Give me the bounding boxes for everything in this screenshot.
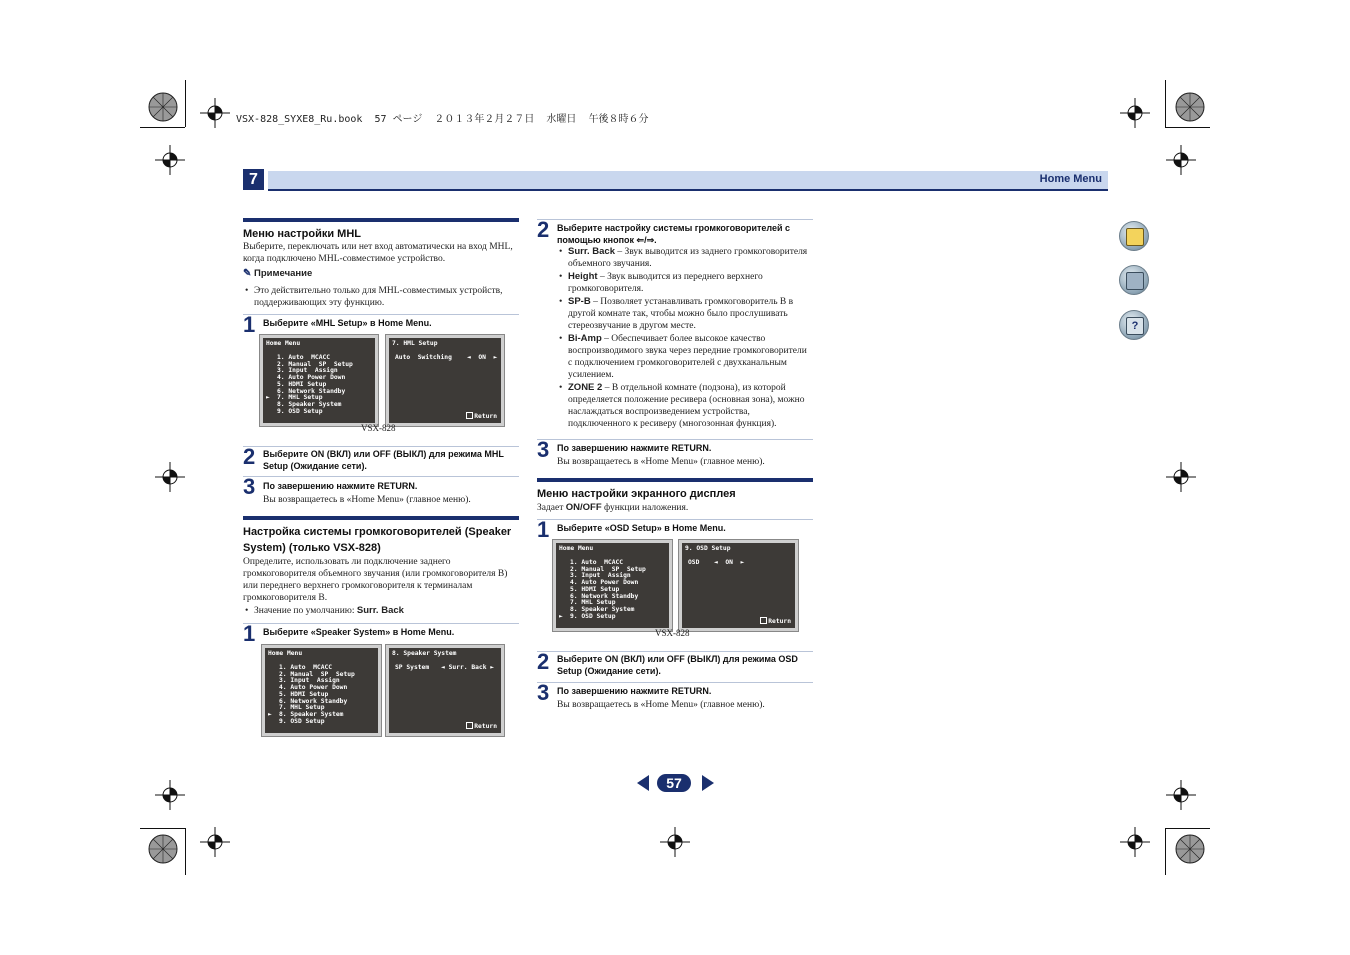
menu-item: 7. MHL Setup [570, 599, 616, 607]
step-number: 1 [537, 517, 550, 542]
note-item: • Это действительно только для MHL-совместимых устройств, поддерживающих эту функцию. [243, 285, 519, 309]
cursor-icon: ► [266, 394, 270, 402]
setting-label: OSD [688, 559, 700, 566]
receiver-icon[interactable] [1119, 265, 1149, 295]
crop-target-icon [1170, 87, 1210, 127]
menu-item: 1. Auto MCACC [570, 559, 624, 566]
crosshair-icon [1166, 780, 1196, 810]
crop-target-icon [143, 829, 183, 869]
menu-item: 8. Speaker System [277, 400, 342, 408]
option-item: • Surr. Back – Звук выводится из заднего громкоговорителя объемного звучания. [557, 246, 813, 270]
step-text: По завершению нажмите RETURN. [557, 443, 712, 453]
step-text: Выберите «Speaker System» в Home Menu. [263, 627, 455, 637]
default-list [243, 605, 519, 618]
note-heading [243, 268, 312, 279]
speaker-options-list [557, 246, 813, 431]
step-number: 3 [243, 474, 256, 499]
step-text: По завершению нажмите RETURN. [557, 686, 712, 696]
menu-item: 7. MHL Setup [279, 704, 325, 712]
step-number: 1 [243, 312, 256, 337]
crosshair-icon [200, 98, 230, 128]
mhl-intro: Выберите, переключать или нет вход автоматически на вход MHL, когда подключено MHL-совместимое устройство. [243, 242, 513, 264]
menu-item: 9. OSD Setup [277, 407, 323, 415]
step-number: 3 [537, 680, 550, 705]
page-number: 57 [657, 774, 691, 792]
crosshair-icon [1120, 98, 1150, 128]
step-text: По завершению нажмите RETURN. [263, 481, 418, 491]
menu-item: 1. Auto MCACC [279, 664, 333, 671]
crosshair-icon [155, 462, 185, 492]
screen-title: Home Menu [559, 545, 594, 552]
cursor-icon: ► [268, 710, 272, 718]
section-heading-osd: Меню настройки экранного дисплея [537, 478, 813, 502]
menu-item: 5. HDMI Setup [279, 690, 329, 698]
screen-title: Home Menu [268, 650, 303, 657]
book-icon[interactable] [1119, 221, 1149, 251]
crosshair-icon [1166, 145, 1196, 175]
header-title: Home Menu [1039, 173, 1102, 185]
setting-label: SP System [395, 664, 430, 671]
setting-label: Auto Switching [395, 354, 452, 361]
menu-item: 8. Speaker System [570, 605, 635, 613]
menu-item: 5. HDMI Setup [277, 380, 327, 388]
osd-screen-setting [386, 645, 504, 736]
menu-item: 6. Network Standby [570, 592, 639, 600]
return-hint: Return [466, 412, 497, 421]
menu-item: 7. MHL Setup [277, 394, 323, 402]
step-number: 2 [537, 217, 550, 242]
osd-screen-setting [386, 335, 504, 426]
menu-item: 4. Auto Power Down [279, 684, 348, 692]
print-header: VSX-828_SYXE8_Ru.book 57 ページ ２０１３年２月２７日 水曜日 午後８時６分 [236, 114, 649, 125]
option-item: • SP-B – Позволяет устанавливать громкоговоритель B в другой комнате так, чтобы можно было прослушивать стереозвучание в другом месте. [557, 296, 813, 332]
menu-item: 2. Manual SP Setup [570, 565, 646, 573]
menu-item: 9. OSD Setup [279, 717, 325, 725]
cursor-icon: ► [559, 612, 563, 620]
step-text: Выберите ON (ВКЛ) или OFF (ВЫКЛ) для режима MHL Setup (Ожидание сети). [263, 449, 504, 471]
menu-item: 9. OSD Setup [570, 612, 616, 620]
crop-target-icon [1170, 829, 1210, 869]
help-icon[interactable]: ? [1119, 310, 1149, 340]
prev-page-icon[interactable] [637, 775, 649, 791]
menu-item: 6. Network Standby [277, 387, 346, 395]
figure-caption: VSX-828 [655, 628, 690, 638]
crosshair-icon [1166, 462, 1196, 492]
menu-item: 6. Network Standby [279, 697, 348, 705]
step-subtext: Вы возвращаетесь в «Home Menu» (главное меню). [557, 700, 765, 710]
step-text: Выберите настройку системы громкоговорителей с помощью кнопок ⇐/⇒. [557, 223, 791, 245]
step-text: Выберите «OSD Setup» в Home Menu. [557, 523, 726, 533]
header-bar [268, 171, 1108, 191]
osd-screen-home-menu [553, 540, 672, 631]
screen-title: Home Menu [266, 340, 301, 347]
menu-item: 4. Auto Power Down [570, 579, 639, 587]
step-subtext: Вы возвращаетесь в «Home Menu» (главное меню). [263, 495, 471, 505]
osd-intro: Задает ON/OFF функции наложения. [537, 502, 689, 513]
crosshair-icon [155, 780, 185, 810]
screen-title: 8. Speaker System [392, 650, 457, 657]
step-text: Выберите «MHL Setup» в Home Menu. [263, 318, 432, 328]
crosshair-icon [1120, 827, 1150, 857]
speaker-intro: Определите, использовать ли подключение заднего громкоговорителя объемного звучания (или громкоговорителя B) или переднего верхнего громкоговорителя к терминалам громкоговорителя B. [243, 557, 508, 603]
step-number: 3 [537, 437, 550, 462]
menu-item: 5. HDMI Setup [570, 585, 620, 593]
menu-item: 2. Manual SP Setup [279, 670, 355, 678]
default-item: • Значение по умолчанию: Surr. Back [243, 605, 519, 617]
step-number: 1 [243, 621, 256, 646]
setting-value: ◄ Surr. Back ► [441, 664, 495, 671]
section-heading-mhl: Меню настройки MHL [243, 218, 519, 242]
step-subtext: Вы возвращаетесь в «Home Menu» (главное меню). [557, 457, 765, 467]
setting-value: ◄ ON ► [467, 354, 498, 361]
note-label: Примечание [254, 268, 313, 279]
step-number: 2 [537, 649, 550, 674]
crosshair-icon [200, 827, 230, 857]
pencil-icon: ✎ [243, 268, 252, 279]
step-number: 2 [243, 444, 256, 469]
return-hint: Return [466, 722, 497, 731]
crosshair-icon [660, 827, 690, 857]
menu-item: 1. Auto MCACC [277, 354, 331, 361]
screen-title: 7. HML Setup [392, 340, 438, 347]
option-item: • Bi-Amp – Обеспечивает более высокое качество воспроизводимого звука через передние громкоговорители с подключением громкоговорителей с двухканальным усилением. [557, 333, 813, 381]
screen-title: 9. OSD Setup [685, 545, 731, 552]
figure-caption: VSX-828 [361, 423, 396, 433]
note-list [243, 285, 519, 310]
option-item: • Height – Звук выводится из переднего верхнего громкоговорителя. [557, 271, 813, 295]
step-text: Выберите ON (ВКЛ) или OFF (ВЫКЛ) для режима OSD Setup (Ожидание сети). [557, 654, 798, 676]
next-page-icon[interactable] [702, 775, 714, 791]
option-item: • ZONE 2 – В отдельной комнате (подзона), из которой определяется положение ресивера (основная зона), можно наслаждаться воспроизведением устройства, подключенного к ресиверу (многозонная функция). [557, 382, 813, 430]
crosshair-icon [155, 145, 185, 175]
crop-target-icon [143, 87, 183, 127]
setting-value: ◄ ON ► [714, 559, 745, 566]
osd-screen-setting [679, 540, 798, 631]
section-heading-speaker: Настройка системы громкоговорителей (Speaker System) (только VSX-828) [243, 516, 519, 556]
return-hint: Return [760, 617, 791, 626]
menu-item: 4. Auto Power Down [277, 374, 346, 382]
menu-item: 2. Manual SP Setup [277, 360, 353, 368]
menu-item: 3. Input Assign [277, 367, 338, 375]
menu-item: 8. Speaker System [279, 710, 344, 718]
menu-item: 3. Input Assign [279, 677, 340, 685]
osd-screen-home-menu [262, 645, 381, 736]
chapter-number: 7 [243, 169, 264, 190]
menu-item: 3. Input Assign [570, 572, 631, 580]
osd-screen-home-menu [260, 335, 378, 426]
